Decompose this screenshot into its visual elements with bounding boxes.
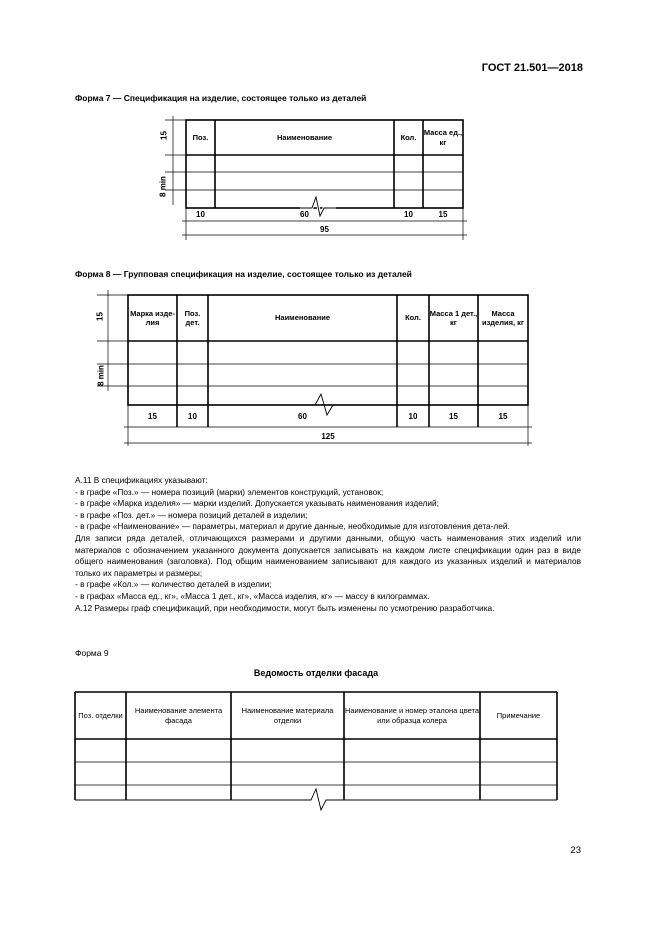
form7-width-2: 60 bbox=[300, 210, 309, 219]
form7-width-3: 10 bbox=[404, 210, 413, 219]
form8-width-4: 10 bbox=[408, 412, 418, 421]
form7-row-height: 8 min bbox=[158, 176, 168, 197]
form9-title: Ведомость отделки фасада bbox=[253, 668, 379, 678]
form8-col-mark: Марка изде-лия bbox=[130, 308, 175, 327]
form7-col-name: Наименование bbox=[276, 132, 333, 142]
form9-col-note: Примечание bbox=[496, 710, 541, 720]
form8-width-6: 15 bbox=[498, 412, 508, 421]
form9-col-element: Наименование элемента фасада bbox=[134, 706, 223, 725]
paragraph: А.12 Размеры граф спецификаций, при необходимости, могут быть изменены по усмотрению разработчика. bbox=[75, 602, 495, 613]
paragraph: - в графе «Поз.» — номера позиций (марки) элементов конструкций, установок; bbox=[75, 486, 384, 497]
form7-col-pos: Поз. bbox=[192, 132, 209, 142]
paragraph: - в графе «Кол.» — количество деталей в изделии; bbox=[75, 579, 272, 590]
form7-width-4: 15 bbox=[438, 210, 448, 219]
form9-label: Форма 9 bbox=[75, 648, 109, 658]
form8-col-mass-item: Масса изделия, кг bbox=[481, 308, 525, 327]
paragraph: - в графе «Марка изделия» — марки изделий. Допускается указывать наименования изделий; bbox=[75, 498, 439, 509]
form7-col-qty: Кол. bbox=[400, 132, 417, 142]
page-number: 23 bbox=[570, 845, 581, 856]
form8-col-pos: Поз. дет. bbox=[184, 308, 201, 327]
form8-total-width: 125 bbox=[321, 432, 335, 441]
form7-caption: Форма 7 — Спецификация на изделие, состоящее только из деталей bbox=[75, 93, 367, 103]
form7-header-height: 15 bbox=[159, 131, 169, 140]
form7-width-1: 10 bbox=[196, 210, 205, 219]
form8-caption: Форма 8 — Групповая спецификация на изделие, состоящее только из деталей bbox=[75, 269, 412, 279]
form9-col-color: Наименование и номер эталона цвета или образца колера bbox=[344, 706, 480, 725]
form8-width-3: 60 bbox=[298, 412, 307, 421]
form7-total-width: 95 bbox=[320, 225, 329, 234]
form9-col-material: Наименование материала отделки bbox=[241, 706, 334, 725]
paragraph: - в графах «Масса ед., кг», «Масса 1 дет., кг», «Масса изделия, кг» — массу в килограммах. bbox=[75, 590, 430, 601]
form8-header-height: 15 bbox=[95, 312, 105, 321]
form9-col-pos: Поз. отделки bbox=[78, 710, 123, 720]
form8-width-1: 15 bbox=[148, 412, 157, 421]
form8-width-5: 15 bbox=[449, 412, 458, 421]
document-code: ГОСТ 21.501—2018 bbox=[481, 62, 583, 74]
form8-col-name: Наименование bbox=[274, 313, 331, 323]
paragraph: - в графе «Поз. дет.» — номера позиций деталей в изделии; bbox=[75, 509, 308, 520]
form8-row-height: 8 min bbox=[96, 365, 106, 386]
paragraph: А.11 В спецификациях указывают: bbox=[75, 475, 208, 485]
form8-col-mass-part: Масса 1 дет., кг bbox=[429, 308, 478, 327]
paragraph: Для записи ряда деталей, отличающихся размерами и другими данными, общую часть наименования этих изделий или материалов с обозначением указанного документа допускается записывать на каждом листе спецификации один раз в виде общего наименования (заголовка). Под общим наименованием записывают для каждого из указанных изделий и материалов только их параметры и размеры; bbox=[75, 532, 581, 578]
form7-col-mass: Масса ед., кг bbox=[423, 128, 463, 147]
form8-col-qty: Кол. bbox=[405, 313, 421, 323]
paragraph: - в графе «Наименование» — параметры, материал и другие данные, необходимые для изготовления дета-лей. bbox=[75, 521, 510, 532]
form8-width-2: 10 bbox=[188, 412, 197, 421]
